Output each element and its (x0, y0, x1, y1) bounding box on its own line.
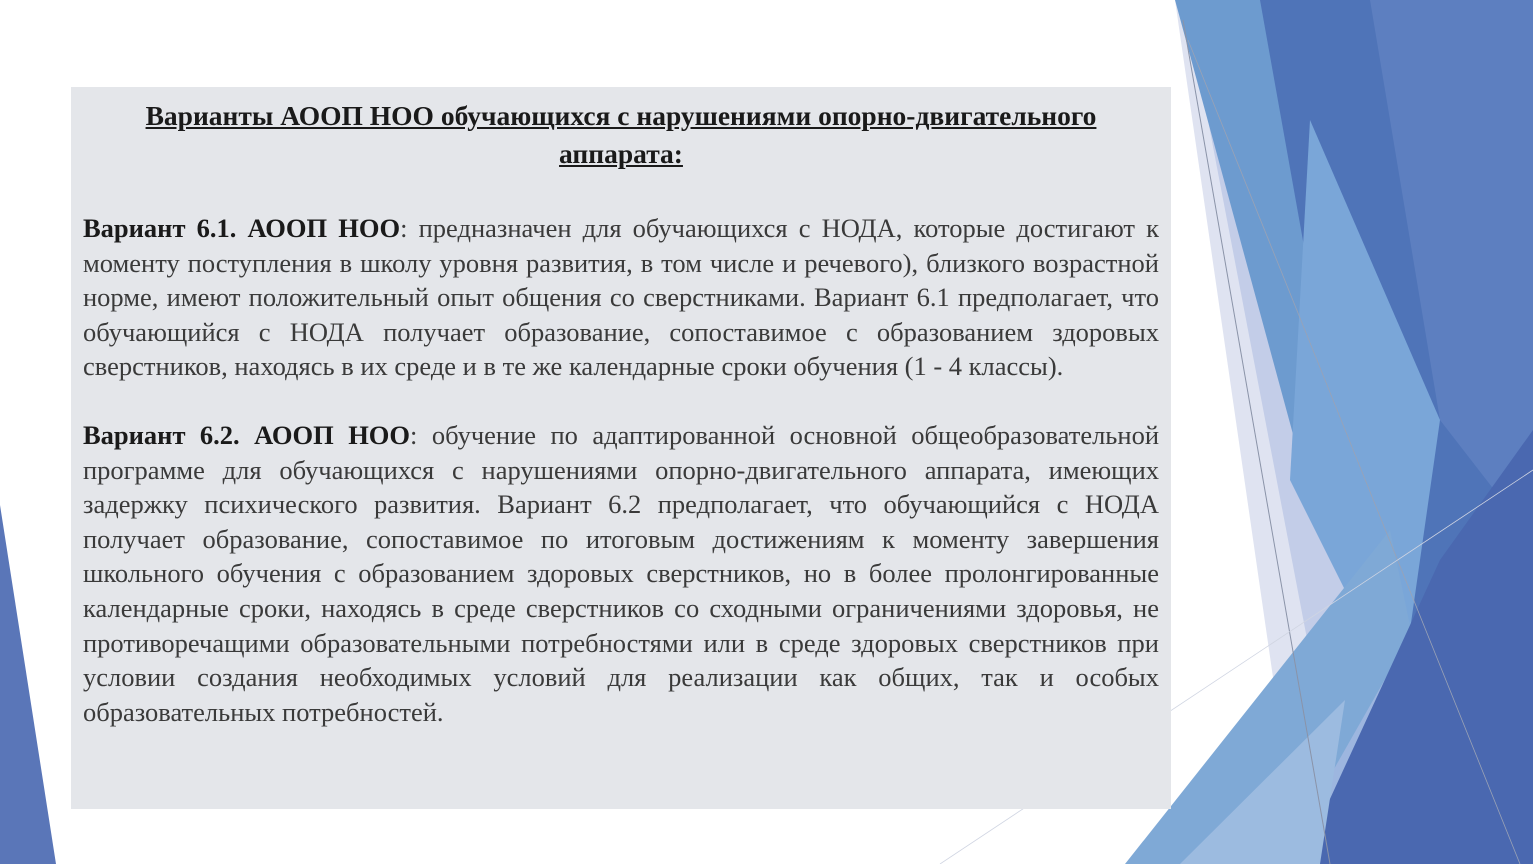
variant-6-2-paragraph (83, 418, 1159, 729)
left-accent-shape (0, 505, 56, 864)
variant-6-1-paragraph (83, 211, 1159, 384)
variant-6-1-text: : предназначен для обучающихся с НОДА, которые достигают к моменту поступления в школу уровня развития, в том числе и речевого), близкого возрастной норме, имеют положительный опыт общения со сверстниками. Вариант 6.1 предполагает, что обучающийся с НОДА получает образование, сопоставимое с образованием здоровых сверстников, находясь в их среде и в те же календарные сроки обучения (1 - 4 классы). (83, 213, 1159, 382)
variant-6-1-label: Вариант 6.1. АООП НОО (83, 213, 401, 243)
variant-6-2-text: : обучение по адаптированной основной общеобразовательной программе для обучающихся с нарушениями опорно-двигательного аппарата, имеющих задержку психического развития. Вариант 6.2 предполагает, что обучающийся с НОДА получает образование, сопоставимое по итоговым достижениям к моменту завершения школьного обучения с образованием здоровых сверстников, но в более пролонгированные календарные сроки, находясь в среде сверстников со сходными ограничениями здоровья, не противоречащими образовательными потребностями или в среде здоровых сверстников при условии создания необходимых условий для реализации как общих, так и особых образовательных потребностей. (83, 419, 1160, 727)
slide-title: Варианты АООП НОО обучающихся с нарушениями опорно-двигательного аппарата: (145, 100, 1097, 169)
text-content-box (71, 87, 1171, 809)
variant-6-2-label: Вариант 6.2. АООП НОО (83, 419, 411, 450)
